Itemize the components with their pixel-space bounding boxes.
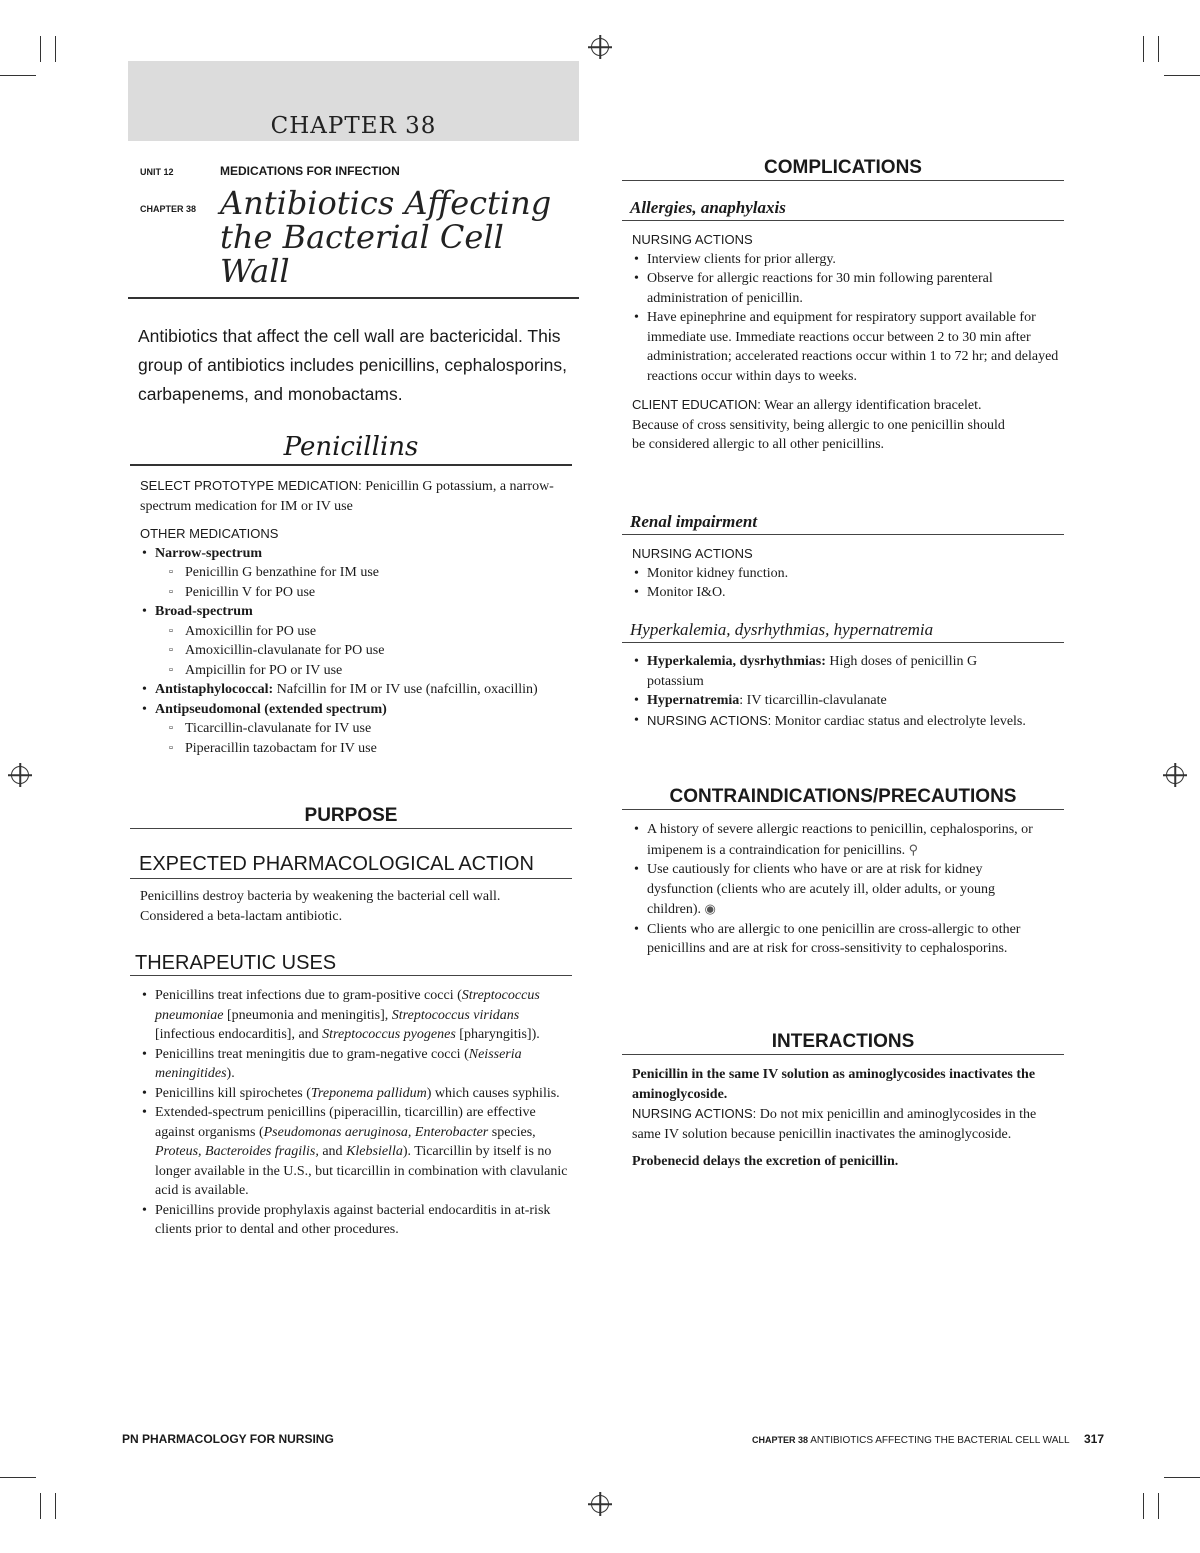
hyper-rule (622, 642, 1064, 643)
list-item: • Monitor I&O. (632, 583, 1062, 603)
list-item (140, 986, 568, 1045)
registration-mark-icon (1166, 766, 1184, 784)
list-item (140, 602, 576, 680)
list-item (632, 820, 1042, 860)
action-text: Penicillins destroy bacteria by weakening the bacterial cell wall. Considered a beta-lactam antibiotic. (140, 889, 501, 924)
chapter-title: Antibiotics Affecting the Bacterial Cell Wall (220, 184, 552, 290)
use-text: species, (488, 1124, 536, 1140)
interactions-rule (622, 1054, 1064, 1055)
crop-mark (55, 36, 56, 62)
footer-chapter-small: CHAPTER 38 (751, 1435, 808, 1445)
use-text: ). Ticarcillin by itself is no longer available in the U.S., but ticarcillin in combination with clavulanic acid is available. (155, 1144, 568, 1198)
unit-row (140, 164, 400, 178)
use-organism: Proteus, Bacteroides fragilis, (155, 1144, 319, 1159)
use-text: ) which causes syphilis. (426, 1085, 560, 1101)
broad-label: Broad-spectrum (155, 604, 253, 619)
use-text: Extended-spectrum penicillins (piperacillin, ticarcillin) are effective against organisms ( (155, 1105, 536, 1140)
list-item: • Penicillins provide prophylaxis against bacterial endocarditis in at-risk clients prior to dental and other procedures. (140, 1201, 568, 1240)
list-item (140, 680, 576, 700)
chapter-label: CHAPTER 38 (270, 113, 437, 139)
list-item: ▫ Piperacillin tazobactam for IV use (155, 739, 576, 759)
list-item (140, 544, 576, 603)
uses-list-container (140, 986, 568, 1240)
allergy-list (632, 250, 1062, 387)
hyperkalemia-text: High doses of penicillin G potassium (647, 654, 978, 689)
hyper-list (632, 652, 1032, 731)
hypernatremia-text: : IV ticarcillin-clavulanate (739, 693, 887, 708)
intro-paragraph: Antibiotics that affect the cell wall are bactericidal. This group of antibiotics includes penicillins, cephalosporins, carbapenems, and monobactams. (138, 326, 567, 404)
uses-rule (130, 975, 572, 976)
crop-mark (1158, 36, 1159, 62)
crop-mark (1158, 1493, 1159, 1519)
nursing-actions-label: NURSING ACTIONS: (647, 712, 772, 728)
list-item (632, 711, 1032, 732)
list-item: • Monitor kidney function. (632, 564, 1062, 584)
list-item: ▫ Amoxicillin-clavulanate for PO use (155, 641, 576, 661)
crop-mark (0, 1477, 36, 1478)
interaction-1-bold: Penicillin in the same IV solution as aminoglycosides inactivates the aminoglycoside. (632, 1067, 1036, 1102)
list-item (632, 691, 1032, 711)
safety-icon: ◉ (704, 901, 716, 916)
list-item (140, 1084, 568, 1104)
page-number: 317 (1083, 1432, 1104, 1446)
footer-chapter (752, 1432, 1104, 1446)
use-organism: Neisseria meningitides (155, 1046, 522, 1081)
penicillins-heading: Penicillins (283, 432, 419, 462)
other-medications-label: OTHER MEDICATIONS (140, 526, 279, 541)
contraindications-body (632, 820, 1042, 959)
antipseudo-label: Antipseudomonal (extended spectrum) (155, 701, 387, 717)
nursing-actions-label: NURSING ACTIONS (632, 546, 753, 561)
penicillins-rule (130, 464, 572, 466)
penicillins-body (140, 476, 576, 758)
allergy-body (632, 230, 1062, 455)
crop-mark (1164, 75, 1200, 76)
uses-heading: THERAPEUTIC USES (135, 952, 337, 974)
registration-mark-icon (591, 38, 609, 56)
renal-subheading: Renal impairment (630, 512, 758, 531)
use-text: and (318, 1144, 347, 1159)
use-text: Penicillins treat infections due to gram-positive cocci ( (155, 988, 462, 1003)
use-text: ). (226, 1066, 235, 1081)
allergy-rule (622, 220, 1064, 221)
client-education-label: CLIENT EDUCATION: (632, 397, 761, 412)
use-organism: Treponema pallidum (310, 1085, 427, 1101)
prototype-label: SELECT PROTOTYPE MEDICATION: (140, 478, 362, 493)
antistaph-label: Antistaphylococcal: (155, 682, 274, 697)
hyper-body (632, 652, 1032, 731)
footer-book-title: PN PHARMACOLOGY FOR NURSING (122, 1432, 334, 1446)
list-item: • Observe for allergic reactions for 30 min following parenteral administration of penicillin. (632, 269, 1062, 308)
use-organism: Streptococcus pyogenes (322, 1027, 456, 1042)
contraindications-heading: CONTRAINDICATIONS/PRECAUTIONS (669, 786, 1017, 807)
use-organism: Streptococcus viridans (391, 1007, 520, 1023)
registration-mark-icon (591, 1495, 609, 1513)
registration-mark-icon (11, 766, 29, 784)
list-item (632, 652, 1032, 691)
contraindications-list (632, 820, 1042, 959)
list-item: ▫ Amoxicillin for PO use (155, 622, 576, 642)
use-text: [pharyngitis]). (455, 1027, 540, 1042)
renal-body (632, 544, 1062, 603)
use-text: [infectious endocarditis], and (155, 1027, 323, 1042)
use-text: Penicillins kill spirochetes ( (155, 1085, 311, 1101)
hyperkalemia-label: Hyperkalemia, dysrhythmias: (647, 654, 826, 669)
interactions-body (632, 1065, 1064, 1172)
allergy-subheading: Allergies, anaphylaxis (630, 198, 786, 217)
therapeutic-uses-list (140, 986, 568, 1240)
use-organism: Pseudomonas aeruginosa, Enterobacter (263, 1124, 489, 1140)
other-medications-list (140, 544, 576, 759)
footer-chapter-name: ANTIBIOTICS AFFECTING THE BACTERIAL CELL WALL (810, 1435, 1070, 1446)
magnifier-icon: ⚲ (908, 841, 919, 857)
use-organism: Streptococcus pneumoniae (155, 988, 540, 1023)
client-education-text: Wear an allergy identification bracelet. Because of cross sensitivity, being allergic to one penicillin should be considered allergic to all other penicillins. (632, 398, 1005, 452)
list-item: • Interview clients for prior allergy. (632, 250, 1062, 270)
prototype-text: Penicillin G potassium, a narrow-spectrum medication for IM or IV use (140, 479, 554, 514)
purpose-rule (130, 828, 572, 829)
list-item: • Have epinephrine and equipment for respiratory support available for immediate use. Immediate reactions occur between 2 to 30 min after administration; accelerated reactions occur within 1 to 72 hr; and delayed reactions occur within days to weeks. (632, 308, 1062, 386)
contra-text: A history of severe allergic reactions to penicillin, cephalosporins, or imipenem is a contraindication for penicillins. (647, 822, 1033, 858)
action-heading: EXPECTED PHARMACOLOGICAL ACTION (139, 853, 534, 875)
crop-mark (55, 1493, 56, 1519)
use-text: Penicillins treat meningitis due to gram-negative cocci ( (155, 1046, 469, 1062)
hyper-subheading: Hyperkalemia, dysrhythmias, hypernatremia (630, 620, 934, 639)
crop-mark (1143, 1493, 1144, 1519)
interaction-2-bold: Probenecid delays the excretion of penicillin. (632, 1154, 899, 1169)
renal-rule (622, 534, 1064, 535)
hypernatremia-label: Hypernatremia (647, 693, 740, 708)
action-rule (130, 878, 572, 879)
renal-list (632, 564, 1062, 603)
list-item: ▫ Ampicillin for PO or IV use (155, 661, 576, 681)
purpose-heading: PURPOSE (304, 805, 398, 826)
list-item (140, 1045, 568, 1084)
chapter-banner (128, 61, 579, 141)
list-item: ▫ Penicillin V for PO use (155, 583, 576, 603)
antistaph-text: Nafcillin for IM or IV use (nafcillin, oxacillin) (276, 682, 538, 697)
use-text: [pneumonia and meningitis], (223, 1007, 392, 1023)
complications-heading: COMPLICATIONS (764, 157, 922, 178)
nursing-actions-text: Monitor cardiac status and electrolyte levels. (774, 713, 1026, 729)
complications-rule (622, 180, 1064, 181)
interaction-1-text: Do not mix penicillin and aminoglycosides in the same IV solution because penicillin inactivates the aminoglycoside. (632, 1107, 1037, 1142)
list-item: • Clients who are allergic to one penicillin are cross-allergic to other penicillins and are at risk for cross-sensitivity to cephalosporins. (632, 920, 1042, 959)
contraindications-rule (622, 809, 1064, 810)
list-item: ▫ Ticarcillin-clavulanate for IV use (155, 719, 576, 739)
narrow-label: Narrow-spectrum (155, 545, 263, 561)
crop-mark (0, 75, 36, 76)
list-item (140, 1103, 568, 1201)
title-rule (128, 297, 579, 299)
crop-mark (40, 36, 41, 62)
list-item (632, 860, 1042, 920)
contra-text: Use cautiously for clients who have or are at risk for kidney dysfunction (clients who are acutely ill, older adults, or young children). (647, 862, 995, 917)
chapter-small-label: CHAPTER 38 (140, 204, 197, 214)
crop-mark (1164, 1477, 1200, 1478)
crop-mark (1143, 36, 1144, 62)
use-organism: Klebsiella (346, 1144, 403, 1159)
interactions-heading: INTERACTIONS (771, 1031, 915, 1052)
crop-mark (40, 1493, 41, 1519)
list-item (140, 700, 576, 759)
list-item: ▫ Penicillin G benzathine for IM use (155, 563, 576, 583)
nursing-actions-label: NURSING ACTIONS (632, 232, 753, 247)
nursing-actions-label: NURSING ACTIONS: (632, 1106, 757, 1121)
unit-name: MEDICATIONS FOR INFECTION (220, 164, 400, 178)
unit-label: UNIT 12 (140, 167, 174, 177)
